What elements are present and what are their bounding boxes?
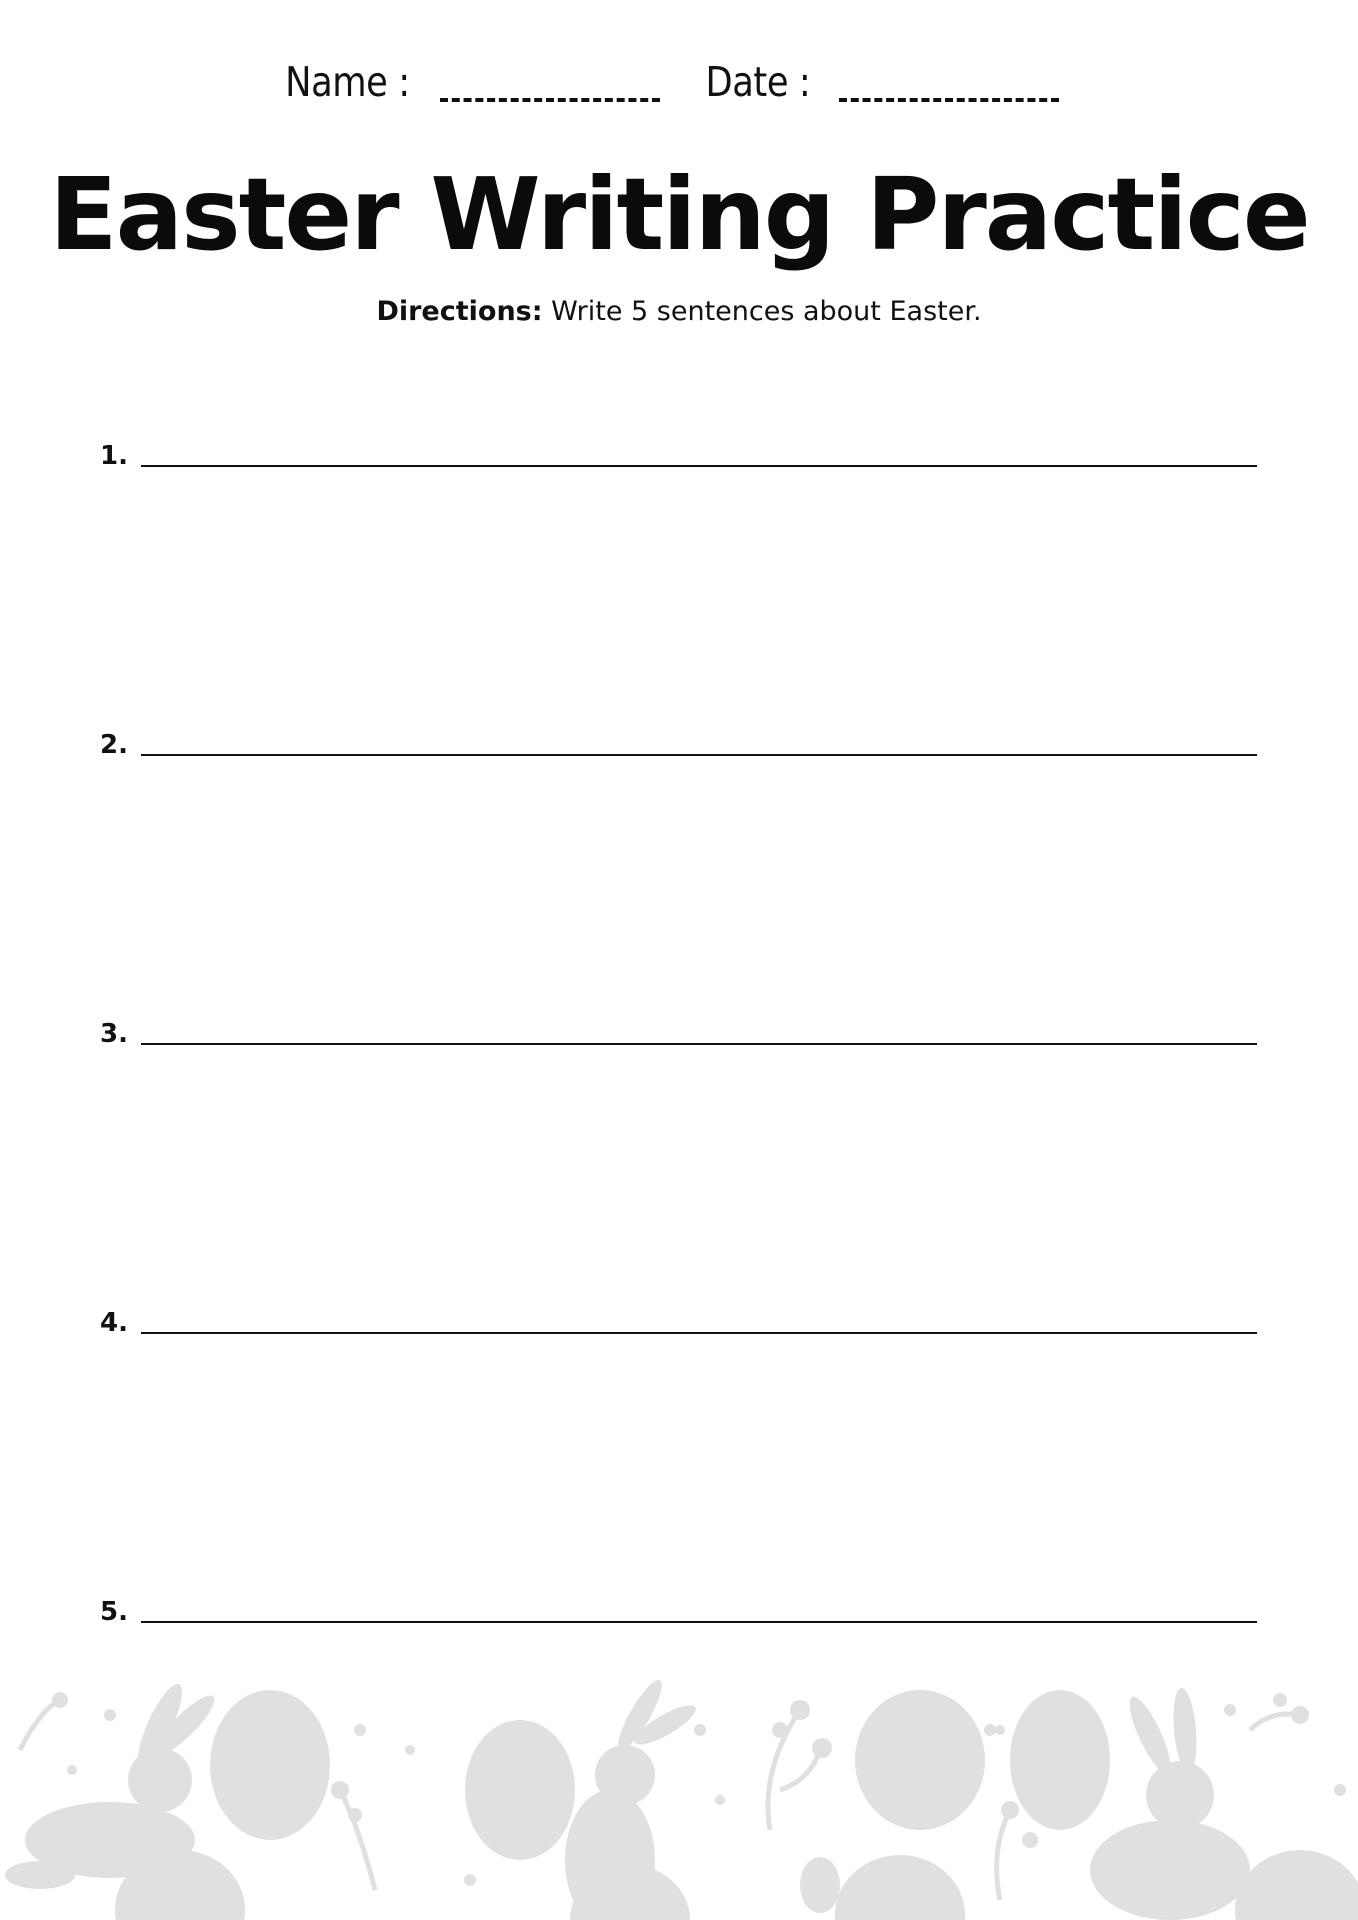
writing-rule bbox=[141, 1043, 1257, 1045]
directions-prefix: Directions: bbox=[376, 296, 543, 327]
writing-rule bbox=[141, 1332, 1257, 1334]
writing-rule bbox=[141, 754, 1257, 756]
date-label: Date : bbox=[705, 58, 811, 106]
egg-icon bbox=[210, 1690, 330, 1840]
egg-icon bbox=[465, 1720, 575, 1860]
egg-icon bbox=[835, 1855, 965, 1920]
easter-pattern-background bbox=[0, 1670, 1358, 1920]
egg-icon bbox=[1010, 1690, 1110, 1830]
directions bbox=[0, 296, 1358, 327]
line-number: 1. bbox=[100, 441, 128, 471]
egg-icon bbox=[1235, 1850, 1358, 1920]
header-fields bbox=[0, 58, 1358, 106]
writing-line-4[interactable] bbox=[100, 1294, 1257, 1338]
directions-text: Write 5 sentences about Easter. bbox=[542, 296, 982, 327]
name-label: Name : bbox=[284, 58, 410, 106]
egg-icon bbox=[855, 1690, 985, 1830]
line-number: 2. bbox=[100, 730, 128, 760]
date-blank[interactable] bbox=[839, 90, 1059, 102]
page-title: Easter Writing Practice bbox=[49, 156, 1309, 273]
egg-icon bbox=[800, 1857, 840, 1913]
bunny-icon bbox=[565, 1675, 700, 1920]
writing-rule bbox=[141, 1621, 1257, 1623]
writing-line-2[interactable] bbox=[100, 716, 1257, 760]
bunny-icon bbox=[1090, 1687, 1250, 1920]
writing-rule bbox=[141, 465, 1257, 467]
name-blank[interactable] bbox=[440, 90, 660, 102]
line-number: 3. bbox=[100, 1019, 128, 1049]
writing-line-1[interactable] bbox=[100, 427, 1257, 471]
line-number: 5. bbox=[100, 1597, 128, 1627]
writing-line-3[interactable] bbox=[100, 1005, 1257, 1049]
line-number: 4. bbox=[100, 1308, 128, 1338]
writing-line-5[interactable] bbox=[100, 1583, 1257, 1627]
